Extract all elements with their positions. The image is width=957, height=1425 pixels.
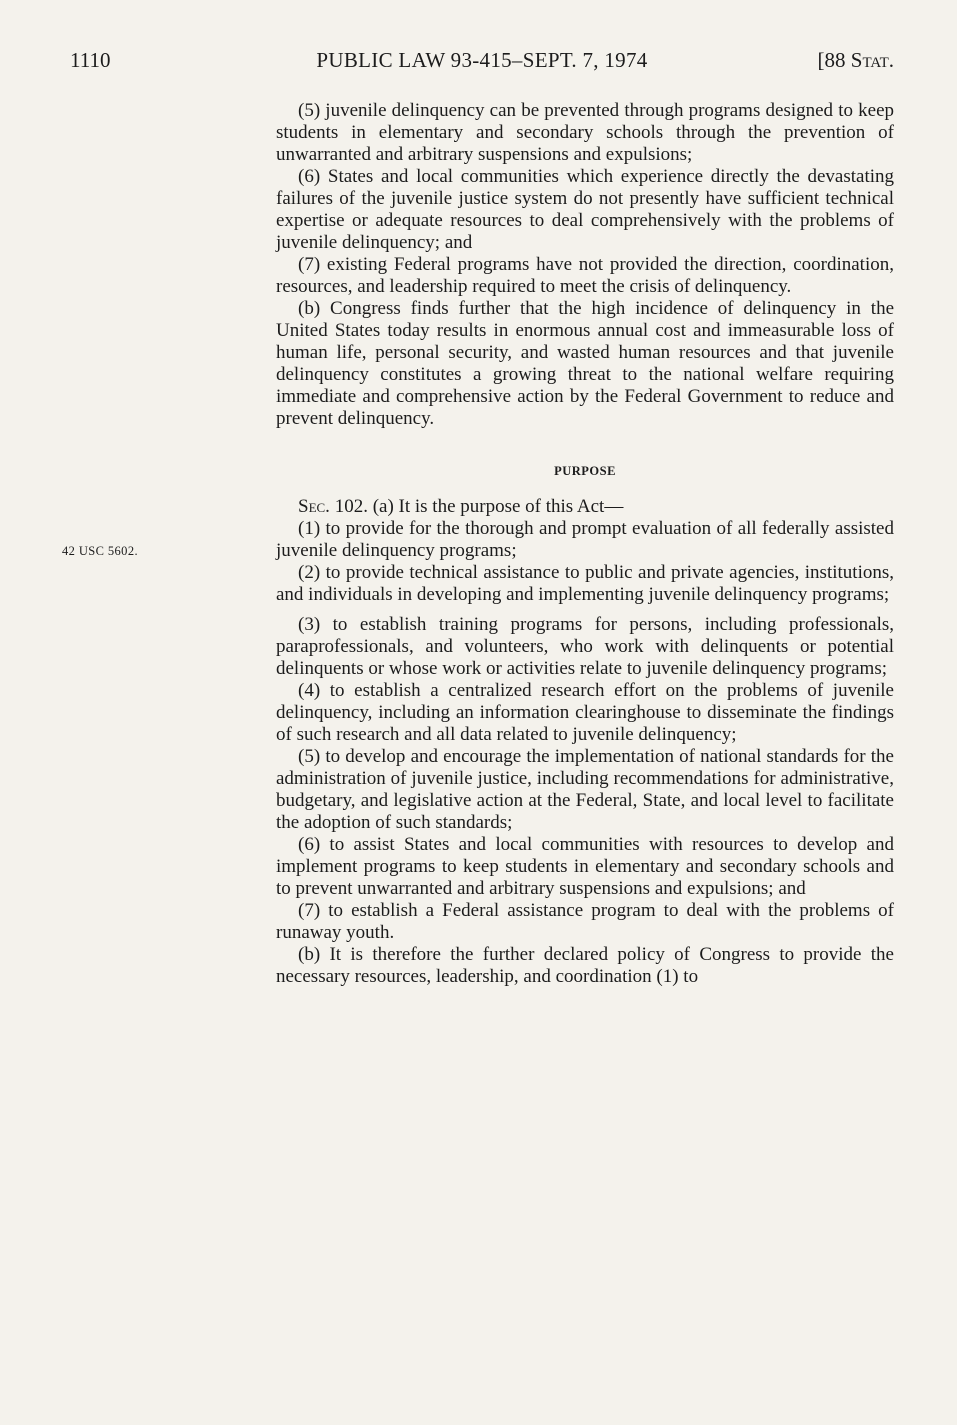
- purpose-2: (2) to provide technical assistance to public and private agencies, institutions, and individuals in developing and implementing juvenile delinquency programs;: [276, 562, 894, 605]
- volume-reference-word: Stat.: [850, 48, 894, 72]
- section-102-intro: [276, 496, 894, 518]
- page-number: 1110: [70, 48, 111, 72]
- page-header: [70, 48, 894, 82]
- section-intro-text: 102. (a) It is the purpose of this Act—: [329, 496, 624, 517]
- finding-5: (5) juvenile delinquency can be prevented through programs designed to keep students in elementary and secondary schools through the prevention of unwarranted and arbitrary suspensions and expulsions;: [276, 100, 894, 165]
- purpose-6: (6) to assist States and local communities with resources to develop and implement programs to keep students in elementary and secondary schools and to prevent unwarranted and arbitrary suspensions and expulsions; and: [276, 834, 894, 899]
- volume-reference: [818, 48, 894, 73]
- purpose-subsection-b: (b) It is therefore the further declared policy of Congress to provide the necessary resources, leadership, and coordination (1) to: [276, 944, 894, 987]
- purpose-1: (1) to provide for the thorough and prompt evaluation of all federally assisted juvenile delinquency programs;: [276, 518, 894, 561]
- margin-citation: 42 USC 5602.: [62, 544, 138, 558]
- finding-7: (7) existing Federal programs have not provided the direction, coordination, resources, and leadership required to meet the crisis of delinquency.: [276, 254, 894, 297]
- purpose-7: (7) to establish a Federal assistance program to deal with the problems of runaway youth.: [276, 900, 894, 943]
- purpose-5: (5) to develop and encourage the implementation of national standards for the administration of juvenile justice, including recommendations for administrative, budgetary, and legislative action at the Federal, State, and local level to facilitate the adoption of such standards;: [276, 746, 894, 833]
- section-label: Sec.: [298, 496, 330, 517]
- purpose-3: (3) to establish training programs for persons, including professionals, paraprofessionals, and volunteers, who work with delinquents or potential delinquents or whose work or activities relate to juvenile delinquency programs;: [276, 614, 894, 679]
- running-title: PUBLIC LAW 93-415–SEPT. 7, 1974: [316, 48, 648, 72]
- finding-6: (6) States and local communities which experience directly the devastating failures of the juvenile justice system do not presently have sufficient technical expertise or adequate resources to deal comprehensively with the problems of juvenile delinquency; and: [276, 166, 894, 253]
- findings-subsection-b: (b) Congress finds further that the high incidence of delinquency in the United States today results in enormous annual cost and immeasurable loss of human life, personal security, and wasted human resources and that juvenile delinquency constitutes a growing threat to the national welfare requiring immediate and comprehensive action by the Federal Government to reduce and prevent delinquency.: [276, 298, 894, 429]
- body-text: [276, 100, 894, 988]
- purpose-4: (4) to establish a centralized research effort on the problems of juvenile delinquency, including an information clearinghouse to disseminate the findings of such research and all data related to juvenile delinquency;: [276, 680, 894, 745]
- section-heading-purpose: PURPOSE: [554, 464, 616, 478]
- volume-reference-prefix: [88: [817, 48, 851, 72]
